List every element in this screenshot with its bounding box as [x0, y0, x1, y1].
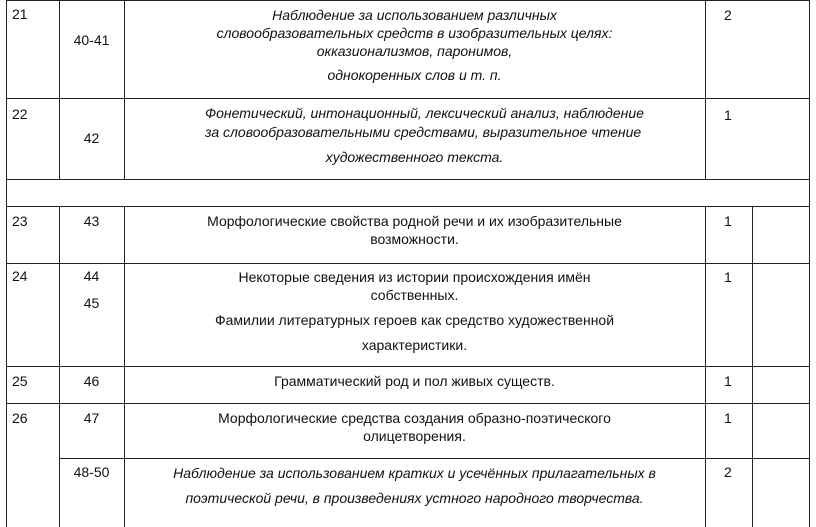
row-number: 25 — [12, 373, 28, 389]
row-divider — [6, 98, 810, 99]
lesson-number: 43 — [83, 213, 100, 229]
column-divider — [705, 0, 706, 179]
row-divider — [59, 458, 810, 459]
hours-value: 1 — [724, 107, 732, 123]
topic-line: собственных. — [370, 287, 459, 303]
row-divider — [6, 179, 810, 180]
topic-line: Фонетический, интонационный, лексический анализ, наблюдение — [205, 105, 644, 121]
topic-line: поэтической речи, в произведениях устного народного творчества. — [185, 490, 644, 506]
lesson-number: 42 — [83, 130, 100, 146]
hours-value: 1 — [724, 373, 732, 389]
column-divider — [59, 0, 60, 179]
row-divider — [6, 403, 810, 404]
topic-line: однокоренных слов и т. п. — [327, 67, 502, 83]
topic-line: Фамилии литературных героев как средство художественной — [214, 312, 615, 328]
lesson-number: 40-41 — [73, 32, 110, 48]
row-number: 21 — [12, 6, 28, 22]
topic-line: Наблюдение за использованием различных — [272, 7, 557, 23]
table-border-right — [809, 0, 810, 527]
topic-line: Грамматический род и пол живых существ. — [274, 373, 555, 389]
hours-value: 1 — [724, 213, 732, 229]
topic-line: Некоторые сведения из истории происхождения имён — [238, 269, 591, 285]
topic-line: олицетворения. — [363, 428, 466, 444]
topic-line: окказионализмов, паронимов, — [316, 43, 513, 59]
topic-line: словообразовательных средств в изобразительных целях: — [216, 25, 613, 41]
topic-line: Наблюдение за использованием кратких и усечённых прилагательных в — [173, 465, 656, 481]
lesson-number: 48-50 — [73, 464, 110, 480]
topic-line: Морфологические средства создания образно-поэтического — [218, 410, 611, 426]
column-divider — [705, 206, 706, 527]
topic-line: характеристики. — [361, 337, 468, 353]
hours-value: 1 — [724, 410, 732, 426]
row-number: 26 — [12, 410, 28, 426]
row-number: 24 — [12, 268, 28, 284]
row-divider — [6, 263, 810, 264]
lesson-number: 47 — [83, 410, 100, 426]
hours-value: 2 — [724, 7, 732, 23]
topic-line: за словообразовательными средствами, выразительное чтение — [205, 124, 642, 140]
topic-line: художественного текста. — [325, 149, 504, 165]
hours-value: 1 — [724, 269, 732, 285]
row-number: 22 — [12, 106, 28, 122]
lesson-number: 46 — [83, 373, 100, 389]
lesson-number: 45 — [83, 295, 100, 311]
lesson-number: 44 — [83, 268, 100, 284]
row-divider — [6, 206, 810, 207]
row-divider — [6, 0, 810, 1]
topic-line: Морфологические свойства родной речи и их изобразительные — [207, 213, 622, 229]
row-divider — [6, 366, 810, 367]
table-border-left — [6, 0, 7, 527]
topic-line: возможности. — [370, 231, 459, 247]
column-divider — [752, 206, 753, 527]
row-number: 23 — [12, 213, 28, 229]
hours-value: 2 — [724, 464, 732, 480]
